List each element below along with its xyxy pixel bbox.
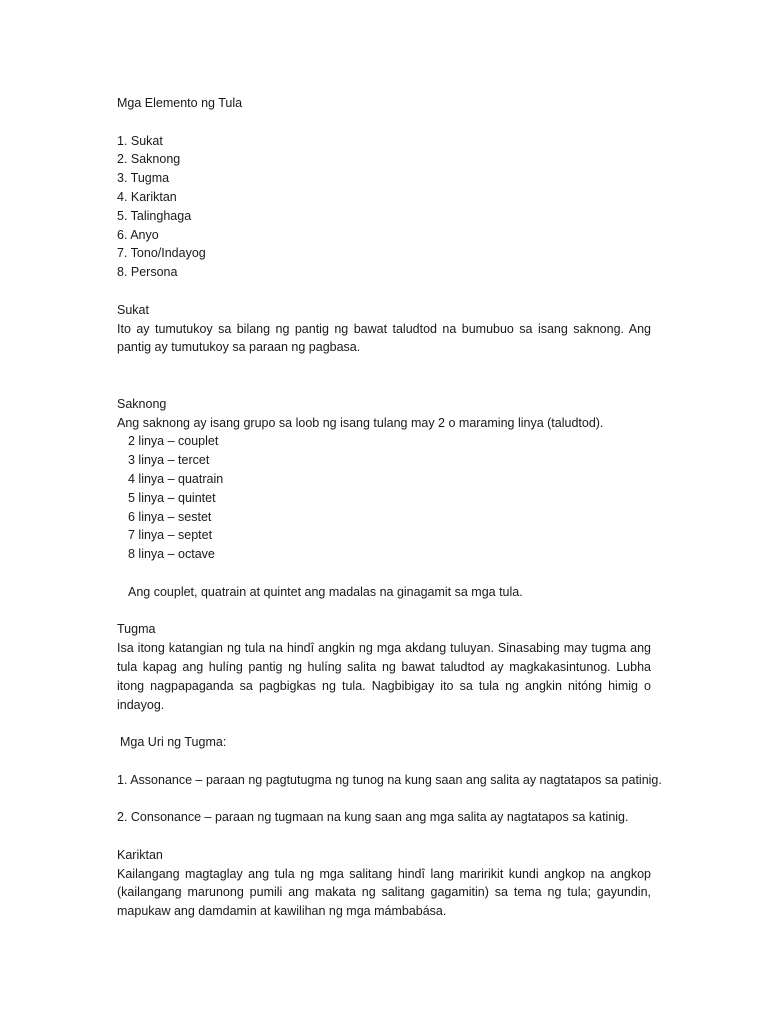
spacer [117,714,651,733]
spacer [117,789,651,808]
list-item: 8 linya – octave [128,547,215,562]
saknong-note: Ang couplet, quatrain at quintet ang madalas na ginagamit sa mga tula. [128,584,523,599]
tugma-types-heading: Mga Uri ng Tugma: [120,735,227,750]
list-item: 7. Tono/Indayog [117,246,206,261]
list-item: 5. Talinghaga [117,208,192,223]
list-item: 4. Kariktan [117,189,177,204]
kariktan-paragraph: Kailangang magtaglay ang tula ng mga salitang hindî lang maririkit kundi angkop na angkop (kailangang marunong pumili ang makata ng salitang gagamitin) sa tema ng tula; gayundin, mapukaw ang damdamin at kawilihan ng mga mámbabása. [117,866,651,919]
assonance-item: 1. Assonance – paraan ng pagtutugma ng tunog na kung saan ang salita ay nagtatapos sa patinig. [117,772,662,787]
document-page [117,94,662,921]
list-item: 6. Anyo [117,227,159,242]
list-item: 1. Sukat [117,133,163,148]
elements-list [117,132,651,282]
section-heading-saknong: Saknong [117,396,167,411]
list-item: 4 linya – quatrain [128,471,224,486]
spacer [117,752,651,771]
saknong-intro: Ang saknong ay isang grupo sa loob ng isang tulang may 2 o maraming linya (taludtod). [117,415,604,430]
list-item: 2 linya – couplet [128,434,219,449]
list-item: 5 linya – quintet [128,490,216,505]
section-heading-kariktan: Kariktan [117,847,163,862]
sukat-paragraph: Ito ay tumutukoy sa bilang ng pantig ng bawat taludtod na bumubuo sa isang saknong. Ang pantig ay tumutukoy sa paraan ng pagbasa. [117,321,651,355]
tugma-paragraph: Isa itong katangian ng tula na hindî angkin ng mga akdang tuluyan. Sinasabing may tugma ang tula kapag ang hulíng pantig ng hulíng salita ng bawat taludtod ay magkakasintunog. Lubha itong nagpapaganda sa pagbigkas ng tula. Nagbibigay ito sa tula ng angkin nitóng himig o indayog. [117,641,651,712]
spacer [117,357,651,376]
spacer [117,564,651,583]
list-item: 7 linya – septet [128,528,213,543]
section-heading-tugma: Tugma [117,622,156,637]
list-item: 3 linya – tercet [128,453,210,468]
spacer [117,827,651,846]
list-item: 6 linya – sestet [128,509,212,524]
spacer [117,602,651,621]
list-item: 2. Saknong [117,152,181,167]
list-item: 8. Persona [117,265,178,280]
saknong-types-list [117,432,651,564]
spacer [117,282,651,301]
spacer [117,113,651,132]
spacer [117,376,651,395]
section-heading-sukat: Sukat [117,302,149,317]
list-item: 3. Tugma [117,171,170,186]
consonance-item: 2. Consonance – paraan ng tugmaan na kung saan ang mga salita ay nagtatapos sa katinig. [117,810,629,825]
document-title: Mga Elemento ng Tula [117,96,243,110]
